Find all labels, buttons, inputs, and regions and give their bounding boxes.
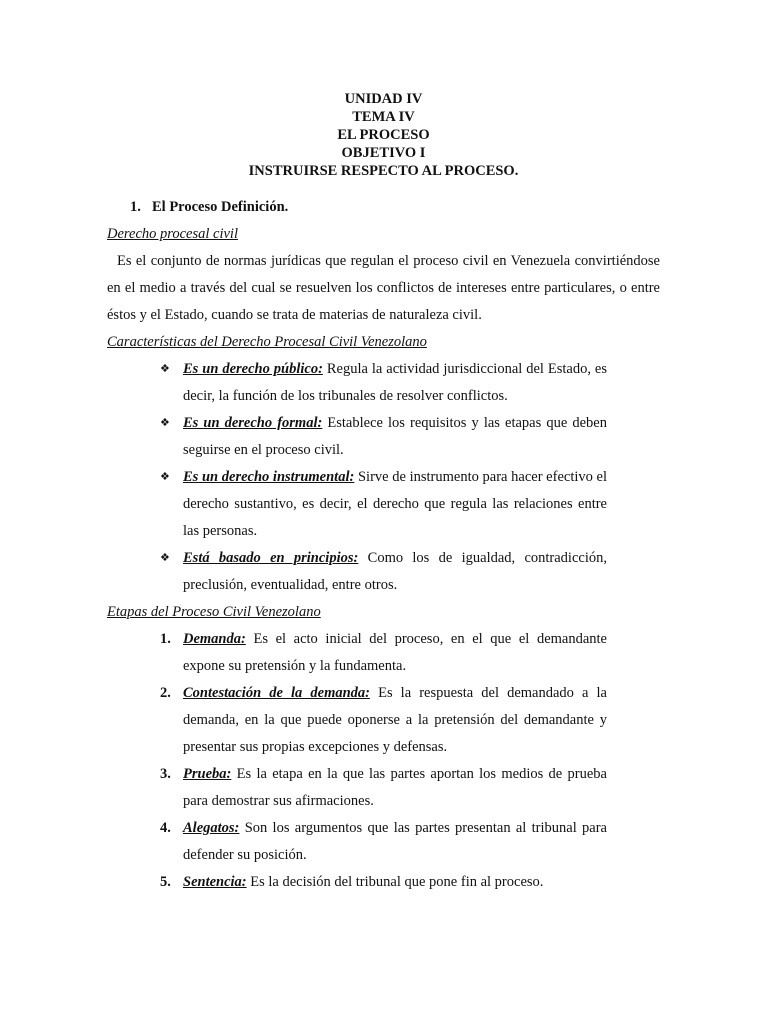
list-item <box>160 410 607 464</box>
list-item <box>160 761 607 815</box>
section-label: El Proceso Definición. <box>152 199 289 215</box>
diamond-bullet-icon: ❖ <box>160 552 170 564</box>
diamond-bullet-icon: ❖ <box>160 417 170 429</box>
item-number: 3. <box>160 766 171 782</box>
list-item <box>160 545 607 599</box>
item-text: Como los de igualdad, contradicción, preclusión, eventualidad, entre otros. <box>183 550 607 593</box>
etapas-list <box>160 626 607 896</box>
list-item <box>160 464 608 545</box>
item-term: Alegatos: <box>183 820 240 836</box>
item-text: Es el acto inicial del proceso, en el que el demandante expone su pretensión y la fundamenta. <box>183 631 607 674</box>
list-item <box>160 356 608 410</box>
item-text: Son los argumentos que las partes presentan al tribunal para defender su posición. <box>183 820 607 863</box>
item-text: Regula la actividad jurisdiccional del Estado, es decir, la función de los tribunales de resolver conflictos. <box>183 361 608 404</box>
diamond-bullet-icon: ❖ <box>160 363 170 375</box>
list-item <box>160 815 607 869</box>
item-text: Sirve de instrumento para hacer efectivo el derecho sustantivo, es decir, el derecho que regula las relaciones entre las personas. <box>183 469 608 539</box>
title-unidad: UNIDAD IV <box>344 91 423 107</box>
section-number: 1. <box>130 199 141 215</box>
etapas-heading: Etapas del Proceso Civil Venezolano <box>107 604 321 620</box>
list-item <box>160 869 607 896</box>
title-instruirse: INSTRUIRSE RESPECTO AL PROCESO. <box>248 163 519 179</box>
diamond-bullet-icon: ❖ <box>160 471 170 483</box>
item-text: Establece los requisitos y las etapas que deben seguirse en el proceso civil. <box>183 415 607 458</box>
title-objetivo: OBJETIVO I <box>341 145 426 161</box>
list-item <box>160 626 607 680</box>
document-page <box>107 90 660 896</box>
item-term: Es un derecho formal: <box>183 415 323 431</box>
item-number: 2. <box>160 685 171 701</box>
caracteristicas-list <box>160 356 608 599</box>
caracteristicas-heading: Características del Derecho Procesal Civil Venezolano <box>107 334 427 350</box>
section-heading-1 <box>130 194 660 221</box>
derecho-paragraph: Es el conjunto de normas jurídicas que regulan el proceso civil en Venezuela convirtiéndose en el medio a través del cual se resuelven los conflictos de intereses entre particulares, o entre éstos y el Estado, cuando se trata de materias de naturaleza civil. <box>107 253 660 323</box>
item-text: Es la respuesta del demandado a la demanda, en la que puede oponerse a la pretensión del demandante y presentar sus propias excepciones y defensas. <box>183 685 607 755</box>
item-term: Prueba: <box>183 766 232 782</box>
item-text: Es la decisión del tribunal que pone fin al proceso. <box>246 874 544 890</box>
item-term: Demanda: <box>183 631 246 647</box>
item-term: Sentencia: <box>183 874 247 890</box>
title-proceso: EL PROCESO <box>337 127 430 143</box>
item-number: 4. <box>160 820 171 836</box>
item-term: Está basado en principios: <box>183 550 359 566</box>
item-term: Es un derecho público: <box>183 361 323 377</box>
title-block <box>107 90 660 180</box>
derecho-heading: Derecho procesal civil <box>107 226 238 242</box>
item-number: 1. <box>160 631 171 647</box>
item-text: Es la etapa en la que las partes aportan los medios de prueba para demostrar sus afirmaciones. <box>183 766 607 809</box>
item-term: Es un derecho instrumental: <box>183 469 355 485</box>
list-item <box>160 680 607 761</box>
item-term: Contestación de la demanda: <box>183 685 370 701</box>
title-tema: TEMA IV <box>352 109 415 125</box>
item-number: 5. <box>160 874 171 890</box>
